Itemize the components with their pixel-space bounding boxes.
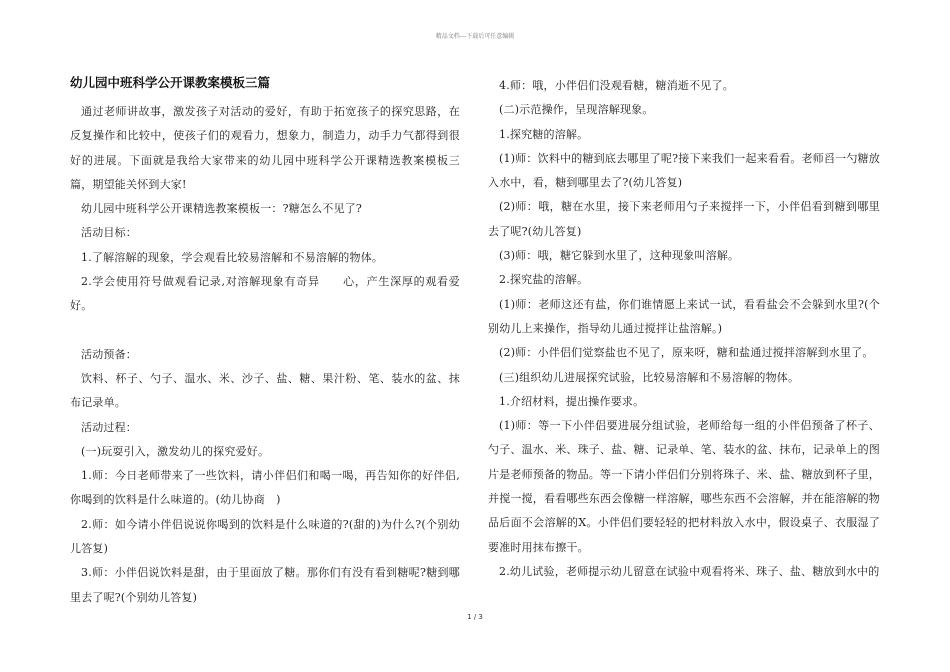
- intro-paragraph: 通过老师讲故事，激发孩子对活动的爱好，有助于拓宽孩子的探究思路，在反复操作和比较中，使孩子们的观看力，想象力，制造力，动手力气都得到很好的进展。下面就是我给大家带来的幼儿园中班科学公开课精选教案模板三篇，期望能关怀到大家!: [70, 105, 460, 191]
- process-step: (1)师：等一下小伴侣要进展分组试验，老师给每一组的小伴侣预备了杯子、勺子、温水、米、珠子、盐、糖、记录单、笔、装水的盆、抹布，记录单上的图片是老师预备的物品。等一下请小伴侣们分别将珠子、米、盐、糖放到杯子里，并搅一搅，看看哪些东西会像糖一样溶解，哪些东西不会溶解，并在能溶解的物品后面不会溶解的X。小伴侣们要轻轻的把材料放入水中，假设桌子、衣服湿了要准时用抹布擦干。: [488, 419, 880, 554]
- goal-item: 2.学会使用符号做观看记录,对溶解现象有奇异 心，产生深厚的观看爱好。: [70, 275, 460, 313]
- right-column: [488, 74, 880, 584]
- process-step: (一)玩耍引入，激发幼儿的探究爱好。: [81, 444, 270, 458]
- process-step: (1)师：老师这还有盐，你们谁情愿上来试一试，看看盐会不会躲到水里?(个别幼儿上来操作，指导幼儿通过搅拌让盐溶解。): [488, 297, 880, 335]
- section-label-prep: 活动预备：: [81, 347, 137, 361]
- process-step: (2)师：哦，糖在水里，接下来老师用勺子来搅拌一下，小伴侣看到糖到哪里去了呢?(幼儿答复): [488, 200, 880, 238]
- page-header: 精品文档---下载后可任意编辑: [435, 33, 515, 40]
- section-heading: (二)示范操作，呈现溶解现象。: [499, 103, 654, 117]
- subsection-heading: 1.探究糖的溶解。: [499, 127, 589, 141]
- process-step: 2.师：如今请小伴侣说说你喝到的饮料是什么味道的?(甜的)为什么?(个别幼儿答复): [70, 517, 460, 556]
- left-column: [70, 74, 460, 610]
- goal-item: 1.了解溶解的现象，学会观看比较易溶解和不易溶解的物体。: [81, 250, 384, 264]
- process-step: (3)师：哦，糖它躲到水里了，这种现象叫溶解。: [499, 249, 740, 263]
- document-title: 幼儿园中班科学公开课教案模板三篇: [70, 75, 271, 90]
- page-number: 1 / 3: [467, 613, 483, 621]
- process-step: 4.师：哦，小伴侣们没观看糖，糖消逝不见了。: [499, 79, 734, 92]
- process-step: 1.师：今日老师带来了一些饮料，请小伴侣们和喝一喝，再告知你的好伴侣,你喝到的饮料是什么味道的。(幼儿协商 ): [70, 469, 460, 507]
- process-step: 2.幼儿试验，老师提示幼儿留意在试验中观看将米、珠子、盐、糖放到水中的: [499, 564, 880, 578]
- process-step: (2)师：小伴侣们觉察盐也不见了，原来呀，糖和盐通过搅拌溶解到水里了。: [499, 346, 874, 360]
- process-step: 3.师：小伴侣说饮料是甜，由于里面放了糖。那你们有没有看到糖呢?糖到哪里去了呢?(个别幼儿答复): [70, 566, 460, 604]
- subsection-heading: 1.介绍材料，提出操作要求。: [499, 394, 645, 408]
- lesson-heading: 幼儿园中班科学公开课精选教案模板一：?糖怎么不见了?: [81, 202, 362, 216]
- process-step: (1)师：饮料中的糖到底去哪里了呢?接下来我们一起来看看。老师舀一勺糖放入水中，看，糖到哪里去了?(幼儿答复): [488, 151, 880, 190]
- section-label-goals: 活动目标：: [81, 226, 137, 240]
- blank-line: [70, 319, 460, 343]
- section-label-process: 活动过程：: [81, 420, 137, 434]
- prep-materials: 饮料、杯子、勺子、温水、米、沙子、盐、糖、果汁粉、笔、装水的盆、抹布记录单。: [70, 371, 460, 410]
- section-heading: (三)组织幼儿进展探究试验，比较易溶解和不易溶解的物体。: [499, 370, 800, 384]
- subsection-heading: 2.探究盐的溶解。: [499, 273, 589, 287]
